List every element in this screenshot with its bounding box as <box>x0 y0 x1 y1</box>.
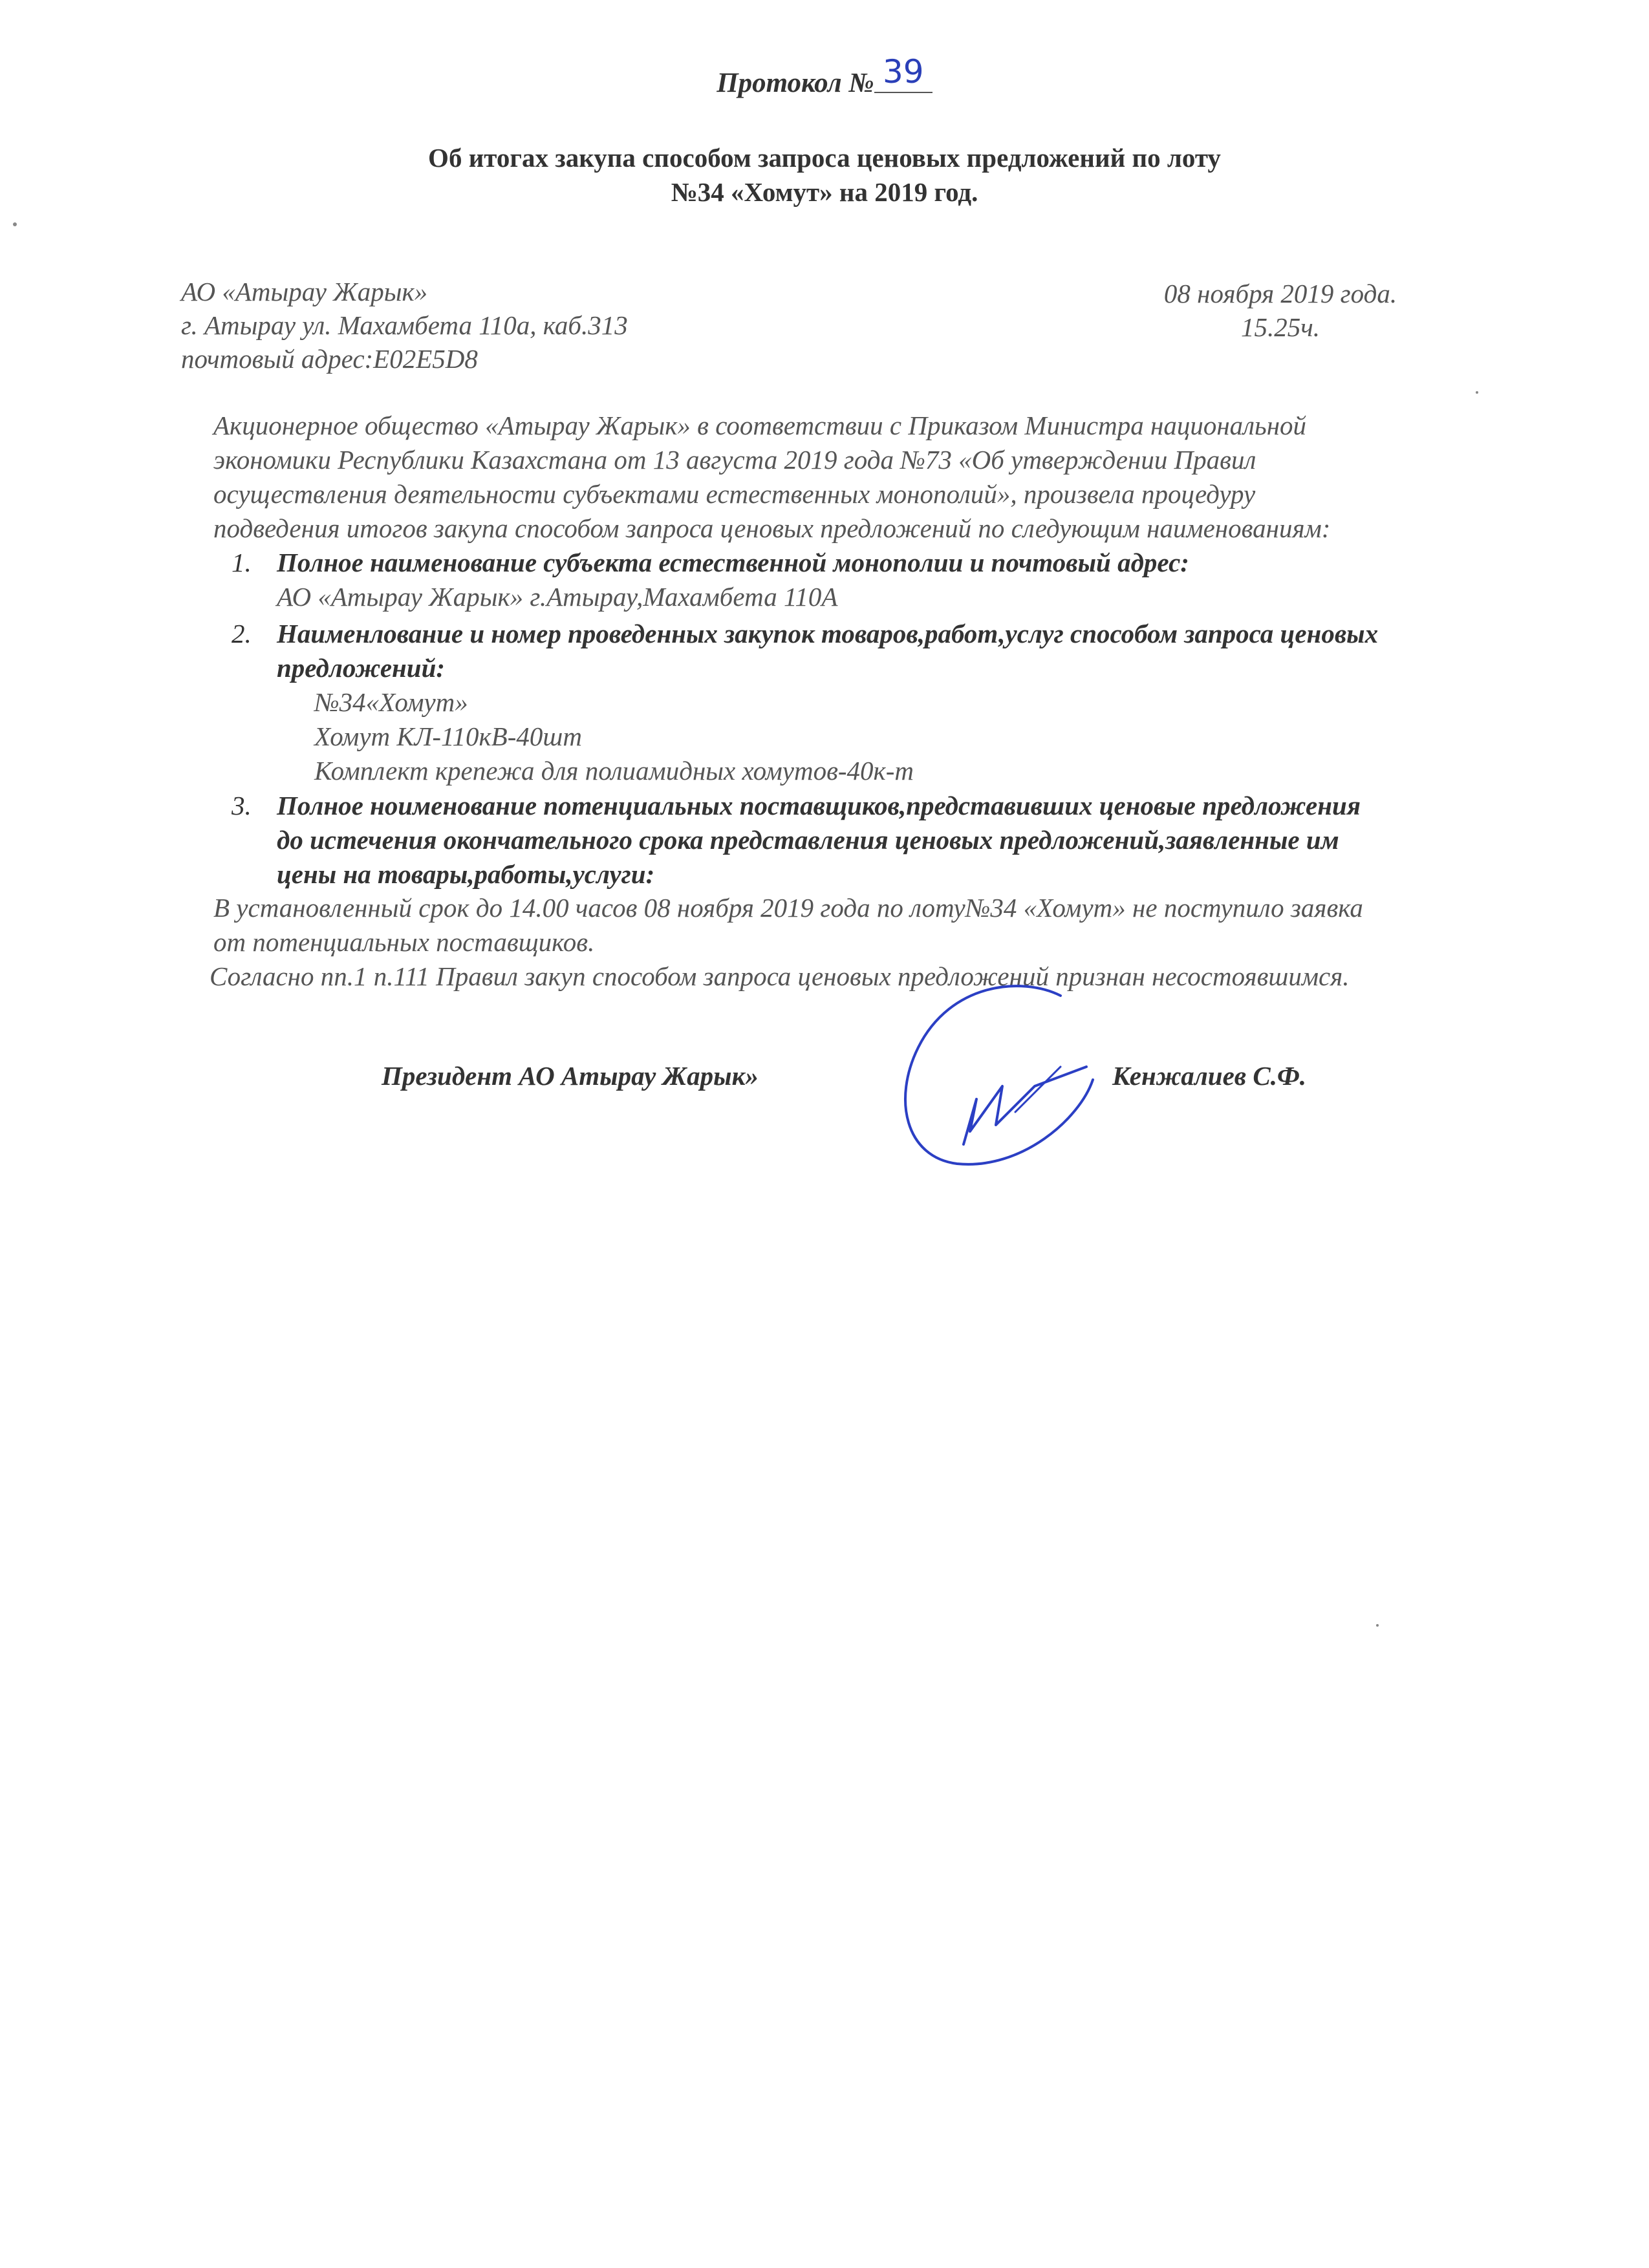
date-block <box>1125 277 1436 344</box>
goods-line-1: Хомут КЛ-110кВ-40шт <box>314 722 582 751</box>
scan-speck <box>1476 391 1478 394</box>
list-item-1 <box>232 546 1518 614</box>
title-line-1: Об итогах закупа способом запроса ценовых предложений по лоту <box>428 143 1221 173</box>
document-title <box>0 141 1649 209</box>
handwritten-signature <box>867 970 1125 1190</box>
intro-line-3: осуществления деятельности субъектами естественных монополий», произвела процедуру <box>213 479 1256 509</box>
closing-line-3: Согласно пп.1 п.111 Правил закуп способом запроса ценовых предложений признан несостоявшимся. <box>210 961 1350 991</box>
lot-name: №34«Хомут» <box>314 687 468 717</box>
goods-line-2: Комплект крепежа для полиамидных хомутов-40к-т <box>314 756 914 786</box>
item-heading-line-1: Наименлование и номер проведенных закупок товаров,работ,услуг способом запроса ценовых <box>277 619 1379 648</box>
sender-postal: почтовый адрес:Е02Е5D8 <box>181 344 478 374</box>
list-item-2 <box>232 617 1518 788</box>
intro-line-4: подведения итогов закупа способом запроса ценовых предложений по следующим наименованиям: <box>213 513 1331 543</box>
item-heading-line-1: Полное ноименование потенциальных поставщиков,представивших ценовые предложения <box>277 791 1361 820</box>
closing-line-1: В установленный срок до 14.00 часов 08 ноября 2019 года по лоту№34 «Хомут» не поступило заявка <box>213 893 1363 923</box>
item-heading-line-2: предложений: <box>277 653 446 683</box>
item-detail: АО «Атырау Жарык» г.Атырау,Махамбета 110А <box>277 582 838 612</box>
list-item-3 <box>232 789 1518 892</box>
sender-address: г. Атырау ул. Махамбета 110а, каб.313 <box>181 310 628 340</box>
sender-block <box>181 275 628 376</box>
document-time: 15.25ч. <box>1240 312 1320 342</box>
list-number: 2. <box>232 619 252 648</box>
item-heading-line-3: цены на товары,работы,услуги: <box>277 859 655 889</box>
protocol-number: 39 <box>874 53 932 93</box>
scan-speck <box>13 222 17 226</box>
scan-speck <box>1376 1624 1379 1627</box>
signatory-position: Президент АО Атырау Жарык» <box>382 1061 759 1091</box>
document-date: 08 ноября 2019 года. <box>1163 279 1397 308</box>
signatory-name: Кенжалиев С.Ф. <box>1112 1061 1307 1091</box>
title-line-2: №34 «Хомут» на 2019 год. <box>671 177 978 207</box>
protocol-label: Протокол № <box>717 68 874 98</box>
intro-line-2: экономики Республики Казахстана от 13 августа 2019 года №73 «Об утверждении Правил <box>213 445 1256 475</box>
intro-paragraph <box>213 409 1500 546</box>
intro-line-1: Акционерное общество «Атырау Жарык» в соответствии с Приказом Министра национальной <box>213 411 1307 440</box>
item-heading: Полное наименование субъекта естественной монополии и почтовый адрес: <box>277 548 1189 577</box>
protocol-heading <box>0 53 1649 102</box>
sender-org: АО «Атырау Жарык» <box>181 277 428 306</box>
list-number: 1. <box>232 548 252 577</box>
item-heading-line-2: до истечения окончательного срока представления ценовых предложений,заявленные им <box>277 825 1339 855</box>
closing-line-2: от потенциальных поставщиков. <box>213 927 595 957</box>
list-number: 3. <box>232 791 252 820</box>
